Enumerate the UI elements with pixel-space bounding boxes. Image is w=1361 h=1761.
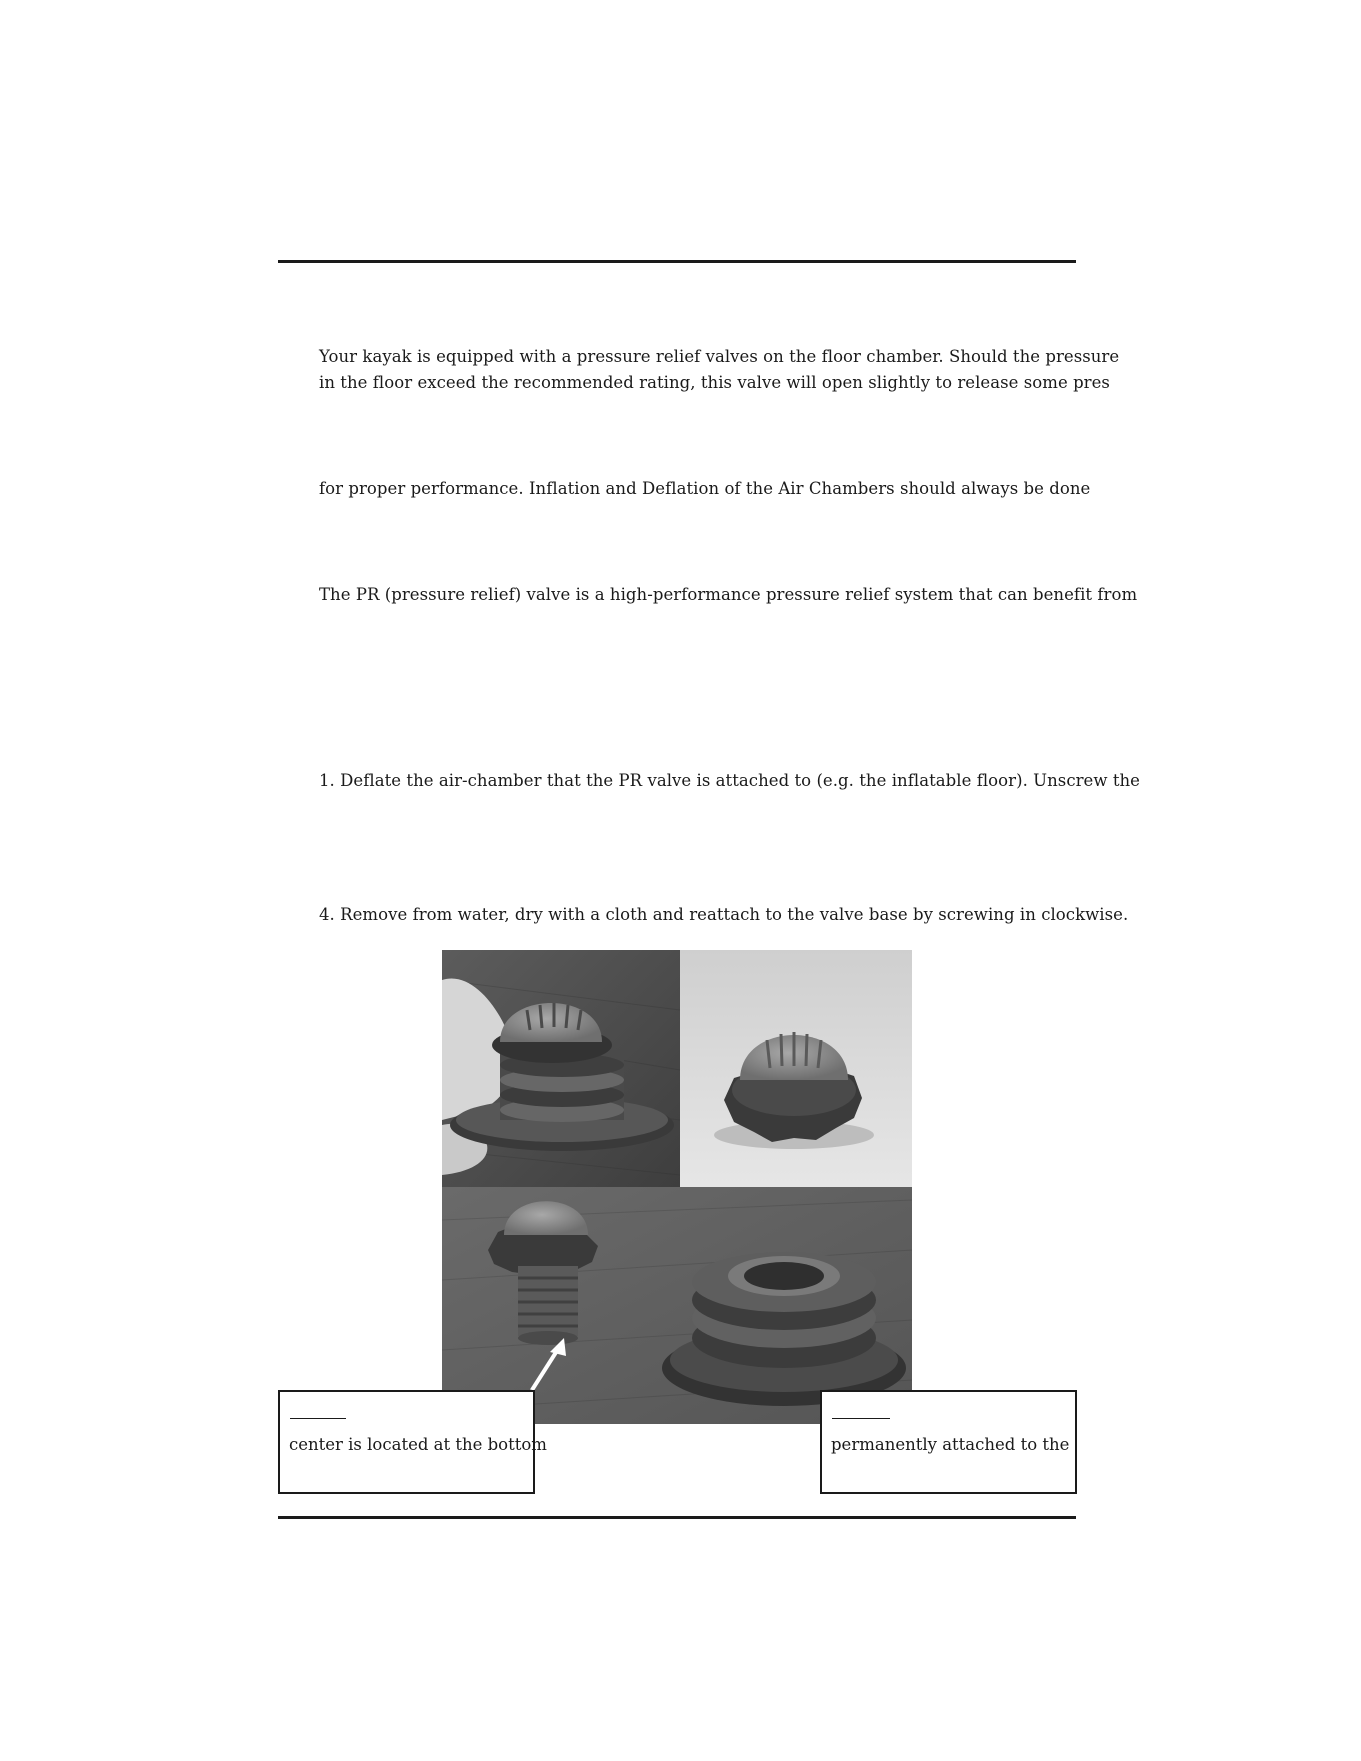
paragraph-intro-line-1: Your kayak is equipped with a pressure relief valves on the floor chamber. Should the pressure: [319, 347, 1120, 366]
callout-left-underline: [290, 1418, 346, 1419]
valve-photo-collage: [442, 950, 912, 1424]
callout-left-box: [278, 1390, 547, 1494]
footer-rule: [278, 1516, 1076, 1519]
paragraph-performance-line: for proper performance. Inflation and Deflation of the Air Chambers should always be done: [319, 479, 1091, 498]
header-rule: [278, 260, 1076, 263]
callout-right-underline: [832, 1418, 890, 1419]
paragraph-pr-valve-line: The PR (pressure relief) valve is a high-performance pressure relief system that can benefit from: [319, 585, 1138, 604]
paragraph-intro-line-2: in the floor exceed the recommended rating, this valve will open slightly to release some pres: [319, 373, 1110, 392]
valve-photo-illustration: [442, 950, 912, 1424]
step-4-line: 4. Remove from water, dry with a cloth and reattach to the valve base by screwing in clockwise.: [319, 905, 1129, 924]
callout-left-text: center is located at the bottom: [289, 1435, 547, 1454]
callout-right-box: [820, 1390, 1077, 1494]
step-1-line: 1. Deflate the air-chamber that the PR valve is attached to (e.g. the inflatable floor). Unscrew the: [319, 771, 1140, 790]
callout-right-text: permanently attached to the: [831, 1435, 1070, 1454]
